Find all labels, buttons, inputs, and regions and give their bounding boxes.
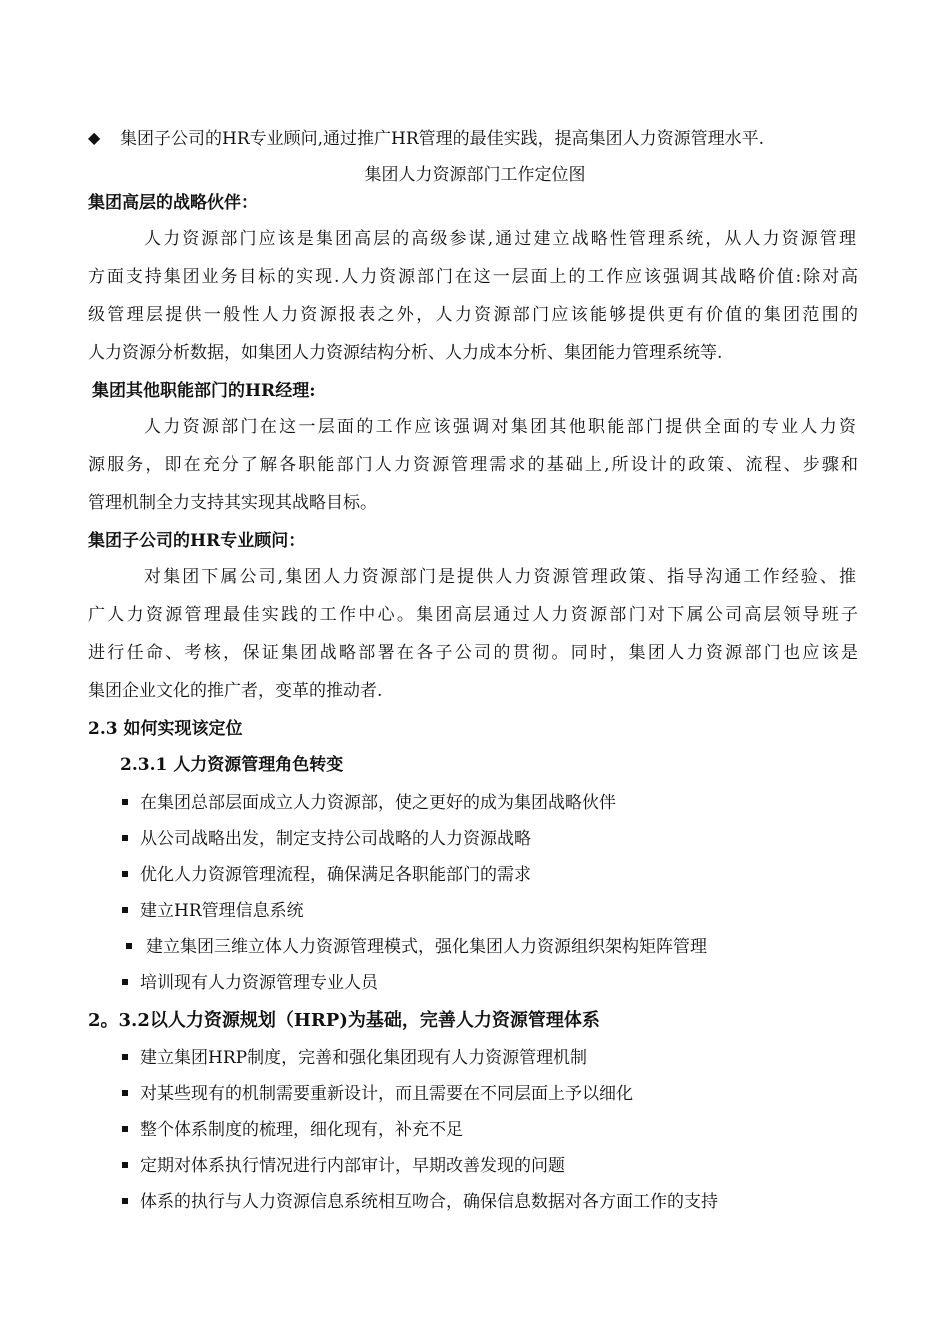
paragraph-line: 人力资源部门在这一层面的工作应该强调对集团其他职能部门提供全面的专业人力资 — [144, 417, 856, 437]
section-heading-hr-consultant: 集团子公司的HR专业顾问： — [88, 531, 306, 551]
paragraph-line: 方面支持集团业务目标的实现.人力资源部门在这一层面上的工作应该强调其战略价值:除对高 — [88, 267, 858, 287]
list-item: 从公司战略出发，制定支持公司战略的人力资源战略 — [140, 829, 531, 849]
paragraph-line: 源服务，即在充分了解各职能部门人力资源管理需求的基础上,所设计的政策、流程、步骤和 — [88, 455, 858, 475]
list-item: 建立集团三维立体人力资源管理模式，强化集团人力资源组织架构矩阵管理 — [146, 937, 707, 957]
subsection-heading-2-3-2: 2。3.2以人力资源规划（HRP)为基础，完善人力资源管理体系 — [88, 1010, 600, 1031]
list-item: 对某些现有的机制需要重新设计，而且需要在不同层面上予以细化 — [140, 1084, 633, 1104]
list-item: 培训现有人力资源管理专业人员 — [140, 973, 378, 993]
section-heading-strategic-partner: 集团高层的战略伙伴： — [88, 193, 258, 213]
diamond-bullet-icon: ◆ — [88, 128, 101, 147]
square-bullet-icon — [122, 1126, 128, 1132]
square-bullet-icon — [122, 979, 128, 985]
intro-bullet-text: 集团子公司的HR专业顾问,通过推广HR管理的最佳实践，提高集团人力资源管理水平. — [120, 129, 765, 149]
list-item: 整个体系制度的梳理，细化现有，补充不足 — [140, 1120, 463, 1140]
paragraph-line: 人力资源分析数据，如集团人力资源结构分析、人力成本分析、集团能力管理系统等. — [88, 343, 723, 363]
square-bullet-icon — [122, 1198, 128, 1204]
list-item: 在集团总部层面成立人力资源部，使之更好的成为集团战略伙伴 — [140, 793, 616, 813]
paragraph-line: 广人力资源管理最佳实践的工作中心。集团高层通过人力资源部门对下属公司高层领导班子 — [88, 605, 858, 625]
list-item: 建立集团HRP制度，完善和强化集团现有人力资源管理机制 — [140, 1048, 588, 1068]
square-bullet-icon — [122, 1162, 128, 1168]
subsection-heading-2-3-1: 2.3.1 人力资源管理角色转变 — [120, 755, 344, 775]
paragraph-line: 集团企业文化的推广者，变革的推动者. — [88, 681, 383, 701]
paragraph-line: 进行任命、考核，保证集团战略部署在各子公司的贯彻。同时，集团人力资源部门也应该是 — [88, 643, 858, 663]
square-bullet-icon — [122, 835, 128, 841]
square-bullet-icon — [126, 943, 132, 949]
paragraph-line: 级管理层提供一般性人力资源报表之外，人力资源部门应该能够提供更有价值的集团范围的 — [88, 305, 858, 325]
paragraph-line: 对集团下属公司,集团人力资源部门是提供人力资源管理政策、指导沟通工作经验、推 — [144, 567, 856, 587]
square-bullet-icon — [122, 871, 128, 877]
section-heading-2-3: 2.3 如何实现该定位 — [88, 719, 243, 739]
square-bullet-icon — [122, 1054, 128, 1060]
list-item: 建立HR管理信息系统 — [140, 901, 304, 921]
paragraph-line: 管理机制全力支持其实现其战略目标。 — [88, 493, 377, 513]
square-bullet-icon — [122, 1090, 128, 1096]
list-item: 体系的执行与人力资源信息系统相互吻合，确保信息数据对各方面工作的支持 — [140, 1192, 718, 1212]
square-bullet-icon — [122, 799, 128, 805]
square-bullet-icon — [122, 907, 128, 913]
list-item: 优化人力资源管理流程，确保满足各职能部门的需求 — [140, 865, 531, 885]
figure-caption: 集团人力资源部门工作定位图 — [364, 165, 586, 185]
list-item: 定期对体系执行情况进行内部审计，早期改善发现的问题 — [140, 1156, 565, 1176]
section-heading-hr-manager: 集团其他职能部门的HR经理: — [92, 381, 316, 401]
paragraph-line: 人力资源部门应该是集团高层的高级参谋,通过建立战略性管理系统，从人力资源管理 — [144, 229, 856, 249]
